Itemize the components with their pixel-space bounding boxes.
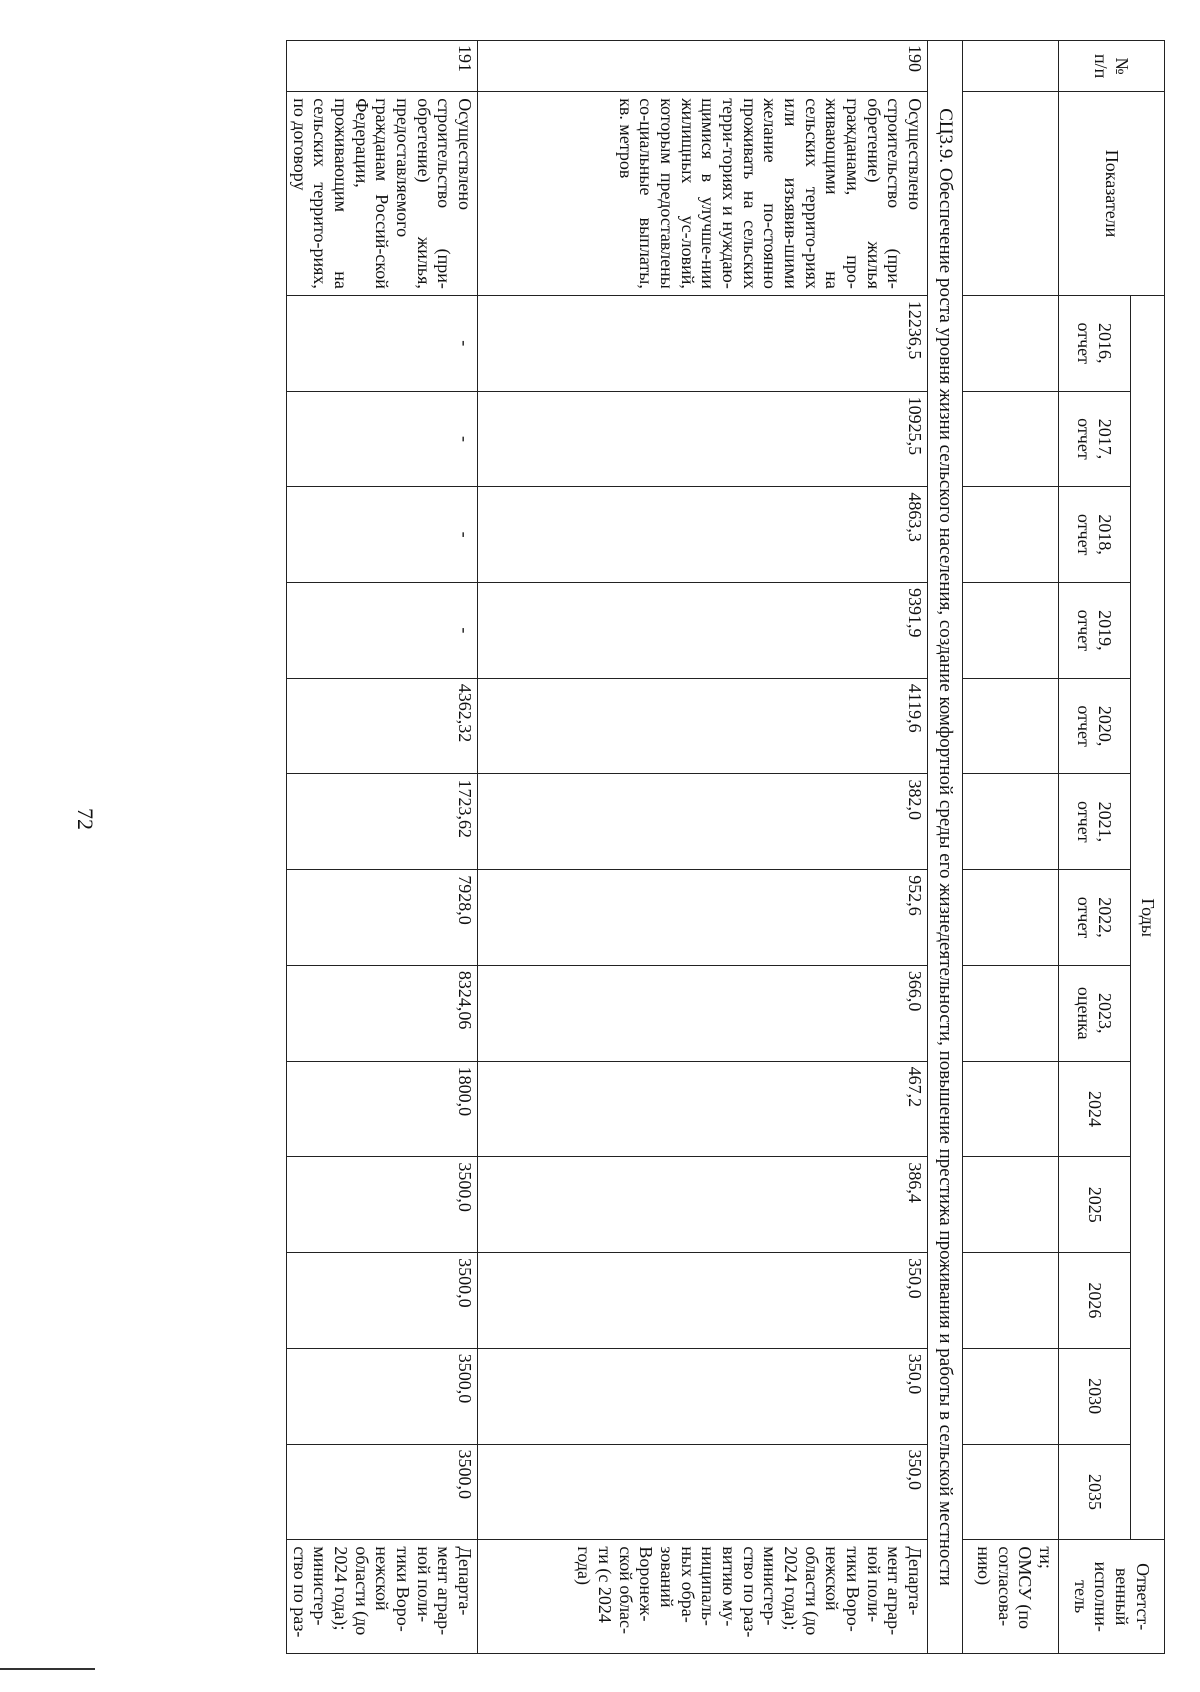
footer-rule [0, 1668, 95, 1670]
year-sublabel: отчет [1074, 322, 1095, 364]
row-number: 191 [286, 41, 477, 92]
year-header-8 [1059, 1061, 1131, 1157]
year-header-2 [1059, 487, 1131, 583]
value-cell-11: 3500,0 [286, 1348, 477, 1444]
year-label: 2025 [1084, 1186, 1105, 1223]
year-sublabel: отчет [1074, 513, 1095, 556]
year-header-9 [1059, 1157, 1131, 1253]
indicators-table [286, 40, 1165, 1654]
year-label: 2030 [1084, 1378, 1105, 1415]
value-cell-5: 1723,62 [286, 774, 477, 870]
year-label: 2022, [1095, 897, 1116, 938]
responsible-text: Департа-мент аграр-ной поли-тики Воро-нежской области (до 2024 года); министер-ство по раз-витию му-ниципаль-ных обра-зований Воронеж-ской облас-ти (с 2024 года) [478, 1540, 928, 1654]
responsible-text: Департа-мент аграр-ной поли-тики Воро-нежской области (до 2024 года); министер-ство по раз- [286, 1540, 477, 1654]
col-header-indicator: Показатели [1059, 92, 1165, 296]
value-cell-9: 3500,0 [286, 1157, 477, 1253]
year-label: 2018, [1095, 514, 1116, 555]
value-cell-1: 10925,5 [478, 391, 928, 487]
value-cell-0: 12236,5 [478, 295, 928, 391]
year-header-6 [1059, 870, 1131, 966]
value-cell-12: 350,0 [478, 1444, 928, 1540]
value-cell-4: 4362,32 [286, 678, 477, 774]
section-row [928, 41, 963, 1654]
value-cell-12: 3500,0 [286, 1444, 477, 1540]
value-cell-3: 9391,9 [478, 583, 928, 679]
table-row [286, 41, 477, 1654]
year-label: 2024 [1084, 1090, 1105, 1127]
year-header-7 [1059, 965, 1131, 1061]
col-header-years: Годы [1131, 295, 1165, 1540]
value-cell-8: 1800,0 [286, 1061, 477, 1157]
value-cell-10: 3500,0 [286, 1253, 477, 1349]
value-cell-7: 366,0 [478, 965, 928, 1061]
continuation-responsible: ти; ОМСУ (по согласова- нию) [963, 1540, 1059, 1654]
rotated-table-wrapper [289, 40, 1165, 1654]
year-label: 2035 [1084, 1473, 1105, 1510]
table-row [478, 41, 928, 1654]
year-header-11 [1059, 1348, 1131, 1444]
value-cell-10: 350,0 [478, 1253, 928, 1349]
value-cell-0: - [286, 295, 477, 391]
col-header-responsible: Ответст- венный исполни- тель [1059, 1540, 1165, 1654]
value-cell-8: 467,2 [478, 1061, 928, 1157]
year-sublabel: отчет [1074, 896, 1095, 939]
year-header-12 [1059, 1444, 1131, 1540]
value-cell-6: 952,6 [478, 870, 928, 966]
year-label: 2020, [1095, 705, 1116, 747]
indicator-text: Осуществлено строительство (при-обретение) жилья, предоставляемого гражданам Россий-ской Федерации, проживающим на сельских террито-риях, по договору [286, 92, 477, 296]
year-label: 2026 [1084, 1282, 1105, 1319]
year-sublabel: отчет [1074, 705, 1095, 747]
value-cell-5: 382,0 [478, 774, 928, 870]
year-sublabel: отчет [1074, 801, 1095, 843]
value-cell-2: 4863,3 [478, 487, 928, 583]
page-number: 72 [73, 808, 98, 830]
value-cell-4: 4119,6 [478, 678, 928, 774]
value-cell-11: 350,0 [478, 1348, 928, 1444]
year-label: 2023, [1095, 993, 1116, 1034]
value-cell-3: - [286, 583, 477, 679]
year-label: 2021, [1095, 801, 1116, 843]
year-header-10 [1059, 1253, 1131, 1349]
row-number: 190 [478, 41, 928, 92]
value-cell-2: - [286, 487, 477, 583]
year-label: 2016, [1095, 322, 1116, 364]
year-sublabel: отчет [1074, 609, 1095, 652]
year-header-0 [1059, 295, 1131, 391]
col-header-num: № п/п [1059, 41, 1165, 92]
value-cell-6: 7928,0 [286, 870, 477, 966]
year-header-5 [1059, 774, 1131, 870]
year-sublabel: оценка [1074, 986, 1095, 1040]
value-cell-9: 386,4 [478, 1157, 928, 1253]
year-header-1 [1059, 391, 1131, 487]
year-header-4 [1059, 678, 1131, 774]
year-sublabel: отчет [1074, 418, 1095, 460]
continuation-row [963, 41, 1059, 1654]
year-label: 2017, [1095, 418, 1116, 460]
section-title: СЦ3.9. Обеспечение роста уровня жизни сельского населения, создание комфортной среды его жизнедеятельности, повышение престижа проживания и работы в сельской местности [928, 41, 963, 1654]
value-cell-7: 8324,06 [286, 965, 477, 1061]
year-label: 2019, [1095, 610, 1116, 651]
value-cell-1: - [286, 391, 477, 487]
year-header-3 [1059, 583, 1131, 679]
indicator-text: Осуществлено строительство (при-обретение) жилья гражданами, про-живающими на сельских террито-риях или изъявив-шими желание по-стоянно проживать на сельских терри-ториях и нуждаю-щимися в улучше-нии жилищных ус-ловий, которым предоставлены со-циальные выплаты, кв. метров [478, 92, 928, 296]
